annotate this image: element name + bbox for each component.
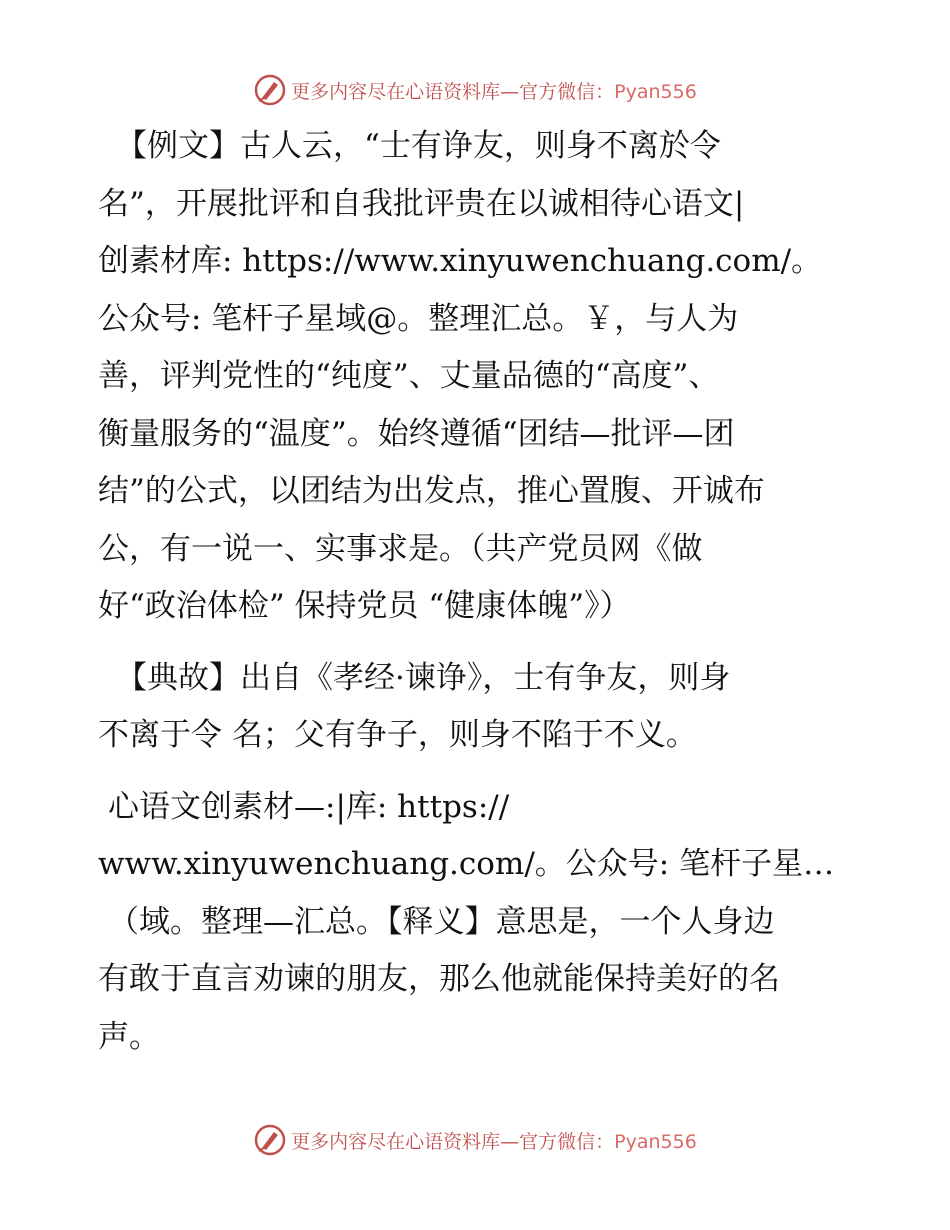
text-line: 名”，开展批评和自我批评贵在以诚相待心语文| — [98, 185, 745, 222]
text-line: （域。整理—汇总。【释义】意思是，一个人身边 — [108, 903, 775, 940]
example-paragraph — [98, 118, 858, 636]
text-line: 【典故】出自《孝经·谏诤》，士有争友，则身 — [116, 659, 731, 696]
definition-paragraph — [98, 779, 858, 1067]
text-line: 好“政治体检” 保持党员 “健康体魄”》） — [98, 588, 631, 624]
text-line: 心语文创素材—:|库: https:// — [108, 788, 510, 825]
text-line: 声。 — [98, 1018, 160, 1055]
text-line: 善，评判党性的“纯度”、丈量品德的“高度”、 — [98, 358, 720, 394]
text-line: 结”的公式，以团结为出发点，推心置腹、开诚布 — [98, 473, 765, 509]
text-line: 有敢于直言劝谏的朋友，那么他就能保持美好的名 — [98, 961, 780, 997]
article-body — [98, 118, 858, 1066]
quill-logo-icon — [253, 1123, 287, 1157]
footer-banner-text: 更多内容尽在心语资料库—官方微信：Pyan556 — [291, 1130, 697, 1153]
text-line: 公众号: 笔杆子星域@。整理汇总。￥，与人为 — [98, 300, 739, 337]
footer-banner — [0, 1120, 950, 1160]
text-line: 创素材库: https://www.xinyuwenchuang.com/。 — [98, 243, 823, 279]
allusion-paragraph — [98, 650, 858, 765]
header-banner-text: 更多内容尽在心语资料库—官方微信：Pyan556 — [291, 80, 697, 103]
text-line: 【例文】古人云，“士有诤友，则身不离於令 — [116, 128, 721, 164]
quill-logo-icon — [253, 73, 287, 107]
text-line: 公，有一说一、实事求是。（共产党员网《做 — [98, 530, 703, 567]
text-line: 衡量服务的“温度”。始终遵循“团结—批评—团 — [98, 415, 735, 452]
footer-wechat-id: Pyan556 — [614, 1130, 697, 1153]
text-line: www.xinyuwenchuang.com/。公众号: 笔杆子星… — [98, 846, 835, 882]
header-wechat-id: Pyan556 — [614, 80, 697, 103]
header-banner — [0, 70, 950, 110]
text-line: 不离于令 名；父有争子，则身不陷于不义。 — [98, 717, 697, 753]
